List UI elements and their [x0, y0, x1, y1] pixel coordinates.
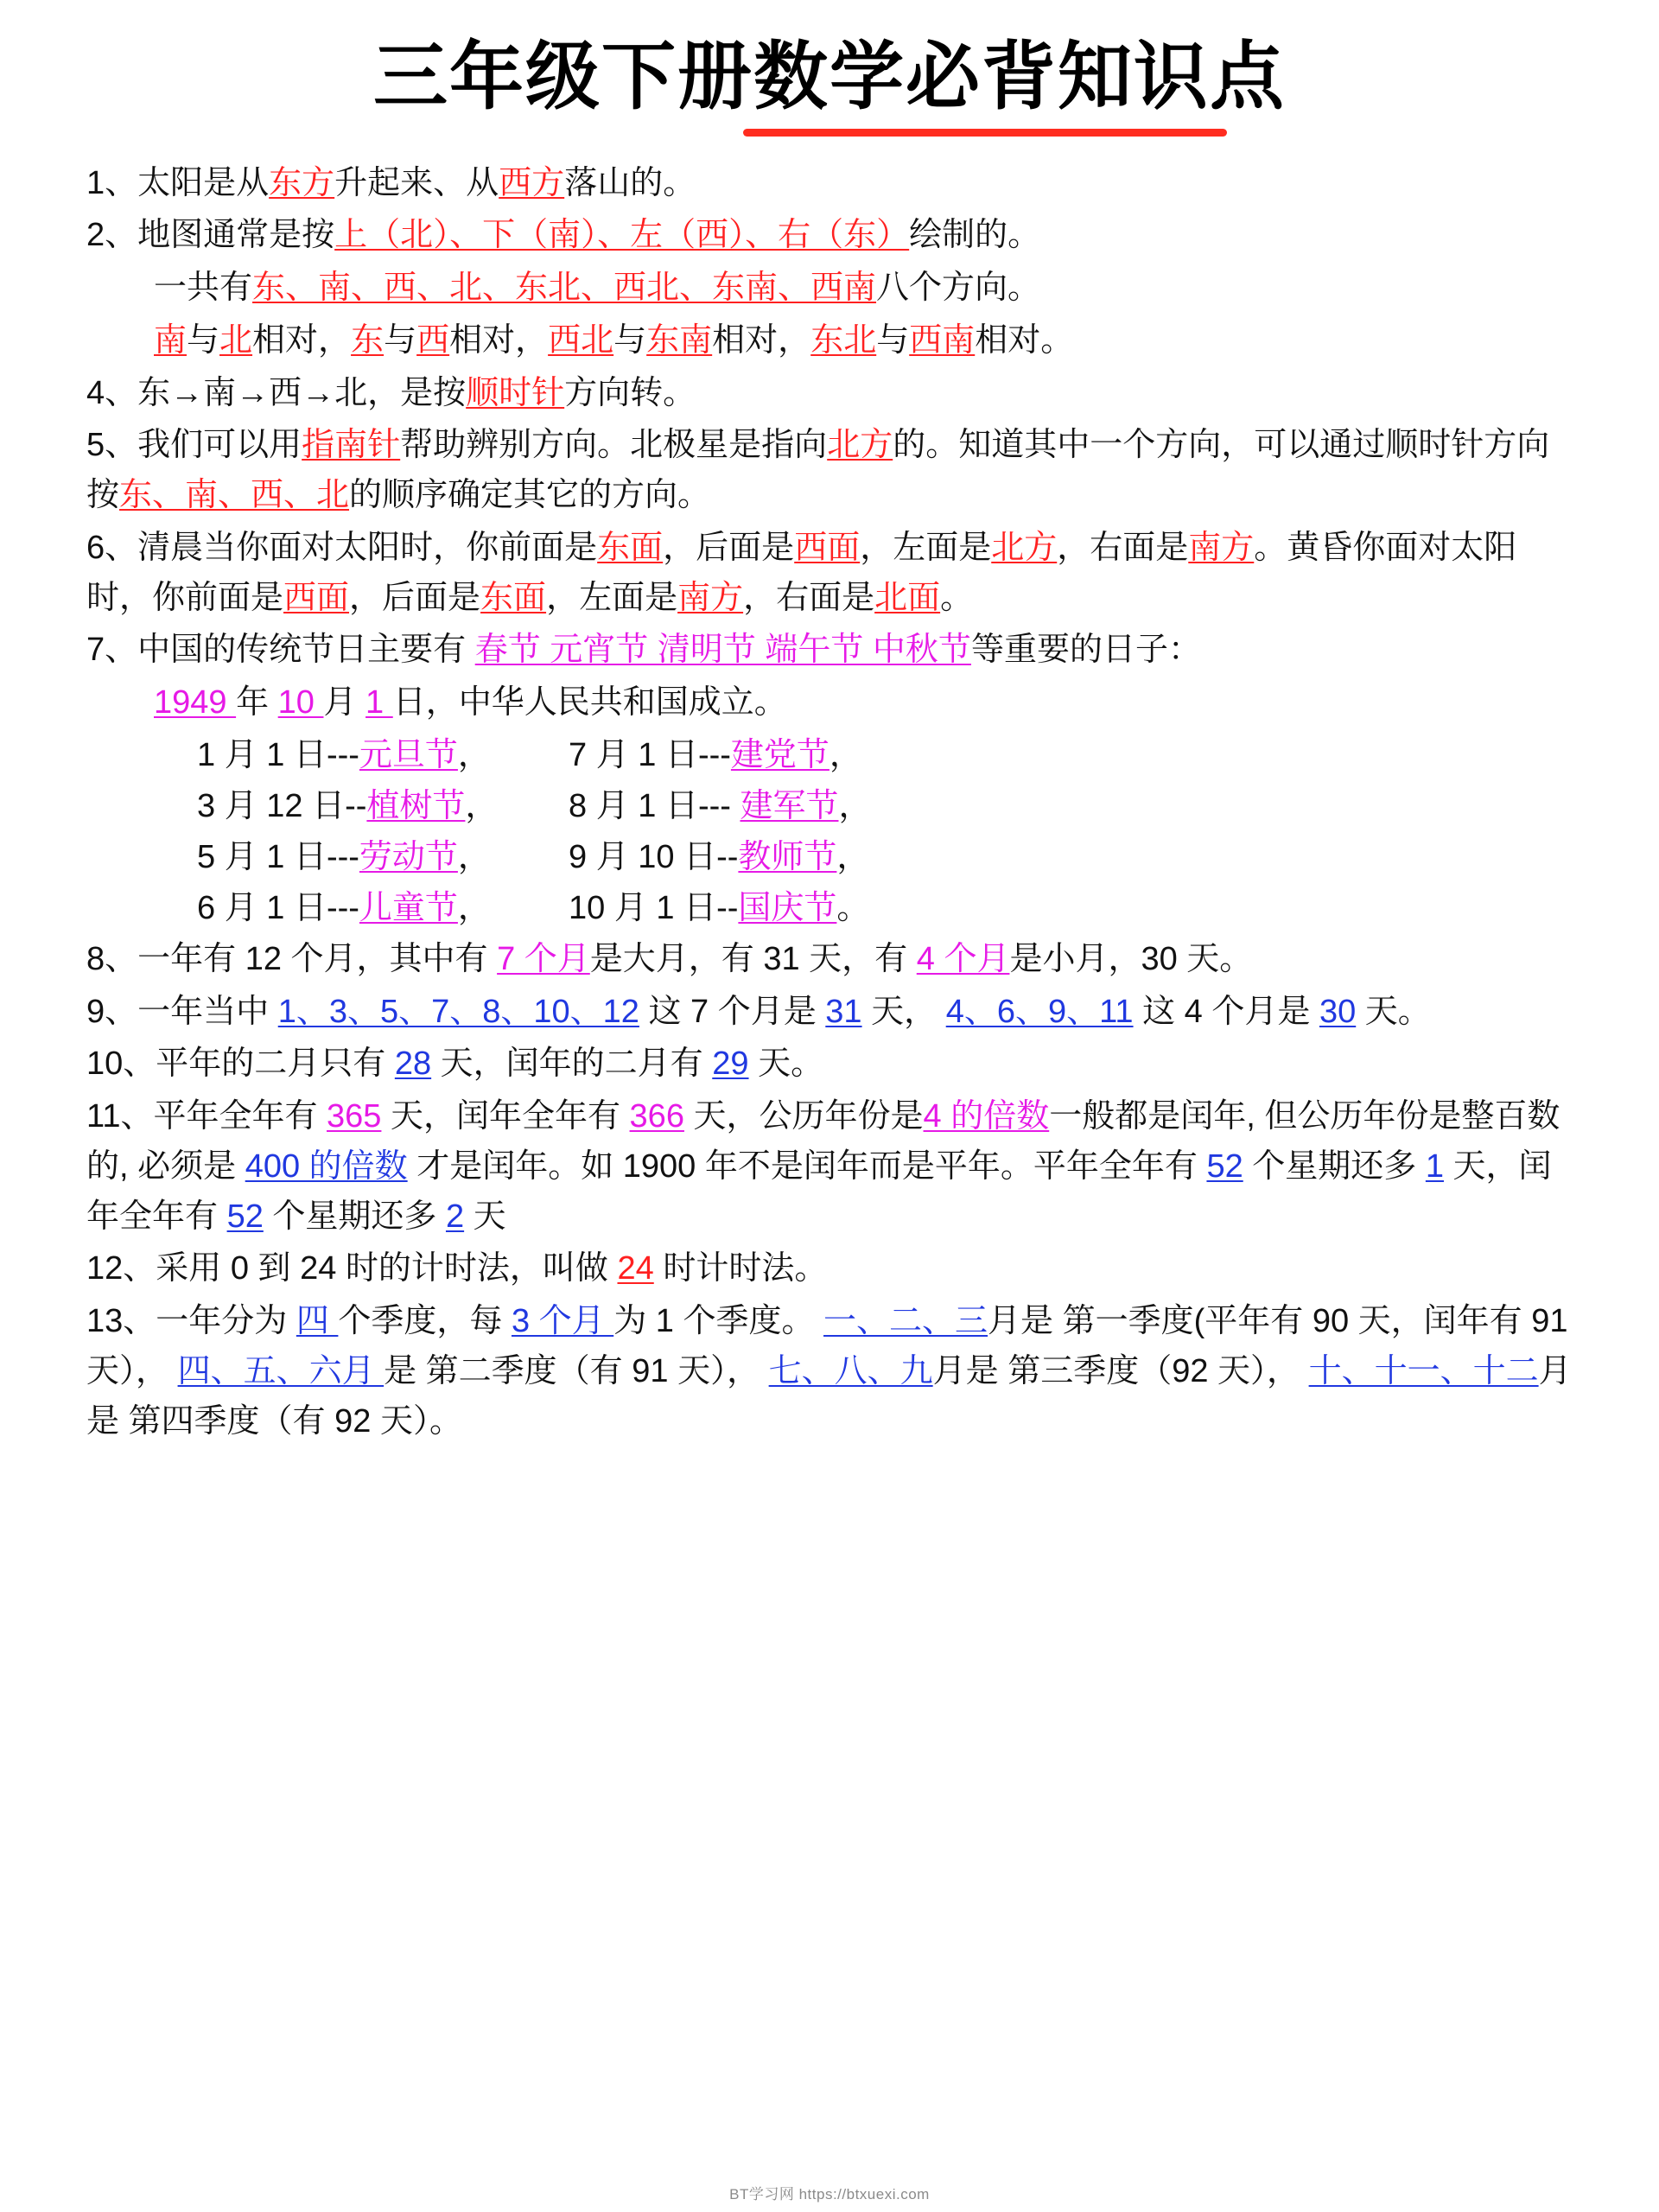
knowledge-list-part-2 — [86, 935, 1573, 1447]
text-run: 是小月，30 天。 — [1009, 940, 1253, 977]
text-run: ，左面是 — [546, 579, 678, 616]
highlighted-term: 西面 — [794, 529, 861, 566]
text-run: 7 月 1 日--- — [569, 736, 731, 773]
text-run: 天。 — [748, 1046, 824, 1083]
item-number: 10、 — [86, 1046, 156, 1083]
text-run: 升起来、从 — [334, 164, 499, 201]
highlighted-term: 南方 — [1188, 529, 1255, 566]
knowledge-item — [86, 678, 1573, 728]
text-run: 年 — [236, 684, 278, 721]
text-run: 时计时法。 — [653, 1250, 828, 1287]
text-run: 个季度，每 — [338, 1303, 512, 1340]
text-run: 相对， — [449, 321, 549, 359]
text-run: 的。知道其中一个方向，可以通过顺时针方向按 — [86, 427, 1550, 514]
highlighted-term: 西面 — [283, 579, 350, 616]
highlighted-term: 儿童节 — [359, 889, 458, 926]
knowledge-item — [86, 524, 1573, 624]
festival-cell-right — [569, 833, 940, 882]
text-run: 等重要的日子： — [970, 632, 1201, 669]
highlighted-term: 南 — [154, 321, 188, 359]
festival-cell-left — [197, 833, 569, 882]
text-run: ， — [838, 787, 872, 824]
text-run: 相对。 — [975, 321, 1074, 359]
highlighted-term: 东、南、西、北 — [119, 477, 350, 514]
festival-row — [197, 833, 1573, 882]
text-run: 与 — [613, 321, 647, 359]
highlighted-term: 7 个月 — [497, 940, 590, 977]
text-run: ， — [457, 736, 491, 773]
text-run: ，后面是 — [349, 579, 481, 616]
highlighted-term: 30 — [1319, 993, 1357, 1030]
highlighted-term: 春节 元宵节 清明节 端午节 中秋节 — [474, 632, 971, 669]
highlighted-term: 东 — [351, 321, 385, 359]
highlighted-term: 52 — [226, 1198, 264, 1235]
knowledge-item — [86, 626, 1573, 676]
highlighted-term: 北方 — [827, 427, 893, 464]
text-run: 落山的。 — [564, 164, 696, 201]
text-run: 是大月，有 31 天，有 — [589, 940, 917, 977]
text-run: ， — [829, 736, 862, 773]
knowledge-item — [86, 1244, 1573, 1294]
text-run: 月是 第三季度（92 天）， — [932, 1352, 1309, 1389]
highlighted-term: 北方 — [991, 529, 1058, 566]
text-run: 天，公历年份是 — [683, 1098, 924, 1135]
highlighted-term: 1 — [1425, 1147, 1444, 1185]
text-run: 月是 第一季度(平年有 90 天，闰年有 91 天）， — [86, 1303, 1568, 1389]
highlighted-term: 植树节 — [366, 787, 466, 824]
text-run: 月 — [323, 684, 366, 721]
highlighted-term: 建军节 — [740, 787, 839, 824]
text-run: 方向转。 — [564, 374, 696, 411]
text-run: 天， — [861, 993, 946, 1030]
text-run: 帮助辨别方向。北极星是指向 — [400, 427, 828, 464]
highlighted-term: 1、3、5、7、8、10、12 — [277, 993, 639, 1030]
knowledge-item — [86, 369, 1573, 419]
highlighted-term: 西北 — [548, 321, 614, 359]
item-number: 1、 — [86, 164, 138, 201]
text-run: ， — [465, 787, 499, 824]
item-number: 11、 — [86, 1098, 154, 1135]
text-run: 绘制的。 — [909, 217, 1041, 254]
text-run: 八个方向。 — [876, 270, 1041, 307]
text-run: 天。 — [1356, 993, 1431, 1030]
text-run: 1 月 1 日--- — [197, 736, 359, 773]
highlighted-term: 东南 — [646, 321, 713, 359]
highlighted-term: 北面 — [874, 579, 941, 616]
highlighted-term: 东方 — [269, 164, 335, 201]
text-run: 个星期还多 — [263, 1198, 446, 1235]
text-run: 天 — [464, 1198, 506, 1235]
text-run: 与 — [187, 321, 220, 359]
text-run: 一年分为 — [156, 1303, 296, 1340]
text-run: 一般都是闰年, 但公历年份是整百数的, 必须是 — [86, 1098, 1560, 1185]
highlighted-term: 上（北）、下（南）、左（西）、右（东） — [334, 217, 910, 254]
highlighted-term: 西方 — [499, 164, 565, 201]
text-run: ，后面是 — [663, 529, 795, 566]
highlighted-term: 1 — [365, 684, 393, 721]
highlighted-term: 十、十一、十二 — [1308, 1352, 1539, 1389]
highlighted-term: 元旦节 — [359, 736, 458, 773]
text-run: 日，中华人民共和国成立。 — [392, 684, 787, 721]
highlighted-term: 一、二、三 — [823, 1303, 988, 1340]
highlighted-term: 国庆节 — [738, 889, 837, 926]
festival-cell-right — [569, 731, 940, 780]
text-run: ，右面是 — [1057, 529, 1189, 566]
text-run: 。黄昏你面对太阳时，你前面是 — [86, 529, 1517, 616]
text-run: 相对， — [252, 321, 352, 359]
knowledge-item — [86, 211, 1573, 261]
highlighted-term: 365 — [327, 1098, 382, 1135]
knowledge-item — [86, 935, 1573, 985]
text-run: 个星期还多 — [1243, 1147, 1426, 1185]
text-run: 平年全年有 — [153, 1098, 327, 1135]
text-run: ， — [836, 838, 870, 875]
page-title: 三年级下册数学必背知识点 — [373, 34, 1286, 120]
text-run: ， — [457, 889, 491, 926]
text-run: 平年的二月只有 — [156, 1046, 395, 1083]
knowledge-item — [86, 316, 1573, 366]
text-run: 10 月 1 日-- — [569, 889, 739, 926]
festival-cell-right — [569, 782, 940, 831]
festival-cell-left — [197, 731, 569, 780]
page-title-wrap — [86, 36, 1573, 137]
text-run: 。 — [940, 579, 974, 616]
text-run: 相对， — [712, 321, 811, 359]
text-run: 与 — [876, 321, 910, 359]
highlighted-term: 四、五、六月 — [177, 1352, 385, 1389]
highlighted-term: 建党节 — [730, 736, 830, 773]
text-run: 5 月 1 日--- — [197, 838, 359, 875]
item-number: 5、 — [86, 427, 138, 464]
text-run: 天，闰年的二月有 — [431, 1046, 713, 1083]
highlighted-term: 教师节 — [738, 838, 837, 875]
text-run: 清晨当你面对太阳时，你前面是 — [137, 529, 598, 566]
highlighted-term: 西南 — [909, 321, 976, 359]
text-run: 是 第二季度（有 91 天）， — [384, 1352, 769, 1389]
highlighted-term: 东北 — [810, 321, 877, 359]
text-run: ， — [457, 838, 491, 875]
highlighted-term: 400 的倍数 — [245, 1147, 408, 1185]
knowledge-item — [86, 421, 1573, 521]
highlighted-term: 4 的倍数 — [923, 1098, 1050, 1135]
item-number: 4、 — [86, 374, 138, 411]
item-number: 9、 — [86, 993, 138, 1030]
highlighted-term: 52 — [1206, 1147, 1243, 1185]
highlighted-term: 北 — [219, 321, 253, 359]
highlighted-term: 劳动节 — [359, 838, 458, 875]
highlighted-term: 31 — [825, 993, 862, 1030]
text-run: 中国的传统节日主要有 — [137, 632, 475, 669]
highlighted-term: 28 — [394, 1046, 432, 1083]
highlighted-term: 1949 — [154, 684, 237, 721]
highlighted-term: 29 — [712, 1046, 749, 1083]
text-run: 3 月 12 日-- — [197, 787, 367, 824]
text-run: 这 7 个月是 — [639, 993, 826, 1030]
text-run: 地图通常是按 — [137, 217, 335, 254]
text-run: 太阳是从 — [137, 164, 270, 201]
highlighted-term: 4 个月 — [916, 940, 1010, 977]
text-run: 一年当中 — [137, 993, 278, 1030]
festival-cell-left — [197, 782, 569, 831]
text-run: 。 — [836, 889, 870, 926]
festival-cell-left — [197, 884, 569, 933]
footer-watermark: BT学习网 https://btxuexi.com — [729, 2186, 930, 2202]
item-number: 12、 — [86, 1250, 156, 1287]
highlighted-term: 南方 — [677, 579, 744, 616]
festival-cell-right — [569, 884, 940, 933]
highlighted-term: 10 — [277, 684, 324, 721]
highlighted-term: 2 — [445, 1198, 465, 1235]
item-number: 8、 — [86, 940, 138, 977]
festival-row — [197, 731, 1573, 780]
item-number: 6、 — [86, 529, 138, 566]
highlighted-term: 366 — [629, 1098, 684, 1135]
text-run: ，左面是 — [860, 529, 992, 566]
text-run: 6 月 1 日--- — [197, 889, 359, 926]
knowledge-item — [86, 264, 1573, 314]
text-run: 我们可以用 — [137, 427, 302, 464]
text-run: 天，闰年全年有 — [86, 1147, 1552, 1235]
knowledge-list-part-1 — [86, 159, 1573, 728]
highlighted-term: 顺时针 — [466, 374, 565, 411]
text-run: 为 1 个季度。 — [613, 1303, 824, 1340]
festival-row — [197, 782, 1573, 831]
knowledge-item — [86, 159, 1573, 209]
highlighted-term: 3 个月 — [511, 1303, 614, 1340]
text-run: 才是闰年。如 1900 年不是闰年而是平年。平年全年有 — [407, 1147, 1207, 1185]
text-run: 的顺序确定其它的方向。 — [349, 477, 711, 514]
text-run: 一年有 12 个月，其中有 — [137, 940, 498, 977]
highlighted-term: 指南针 — [302, 427, 401, 464]
highlighted-term: 4、6、9、11 — [945, 993, 1134, 1030]
knowledge-item — [86, 1297, 1573, 1446]
knowledge-item — [86, 1039, 1573, 1090]
highlighted-term: 东、南、西、北、东北、西北、东南、西南 — [252, 270, 877, 307]
text-run: 9 月 10 日-- — [569, 838, 739, 875]
text-run: ，右面是 — [743, 579, 875, 616]
text-run: 采用 0 到 24 时的计时法，叫做 — [156, 1250, 618, 1287]
text-run: 月是 第四季度（有 92 天）。 — [86, 1352, 1572, 1440]
text-run: 一共有 — [154, 270, 253, 307]
item-number: 13、 — [86, 1303, 156, 1340]
highlighted-term: 西 — [416, 321, 450, 359]
text-run: 8 月 1 日--- — [569, 787, 741, 824]
text-run: 与 — [384, 321, 417, 359]
highlighted-term: 四 — [296, 1303, 339, 1340]
title-underline — [743, 129, 1227, 137]
highlighted-term: 七、八、九 — [768, 1352, 933, 1389]
text-run: 东→南→西→北，是按 — [137, 374, 467, 411]
highlighted-term: 24 — [617, 1250, 654, 1287]
knowledge-item — [86, 988, 1573, 1038]
festival-row — [197, 884, 1573, 933]
item-number: 2、 — [86, 217, 138, 254]
highlighted-term: 东面 — [480, 579, 547, 616]
festival-table — [86, 731, 1573, 933]
knowledge-item — [86, 1092, 1573, 1242]
highlighted-term: 东面 — [597, 529, 664, 566]
text-run: 这 4 个月是 — [1133, 993, 1319, 1030]
text-run: 天，闰年全年有 — [381, 1098, 630, 1135]
item-number: 7、 — [86, 632, 138, 669]
